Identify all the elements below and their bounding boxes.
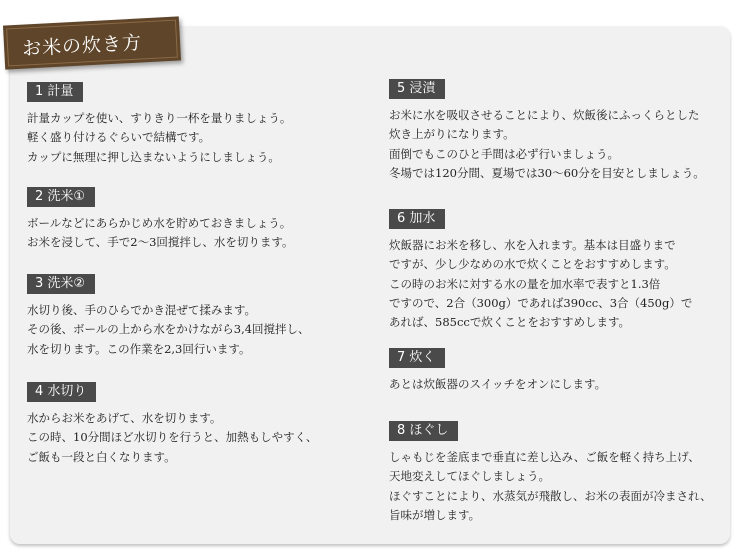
step-5-text [389,106,705,183]
step-6-badge: 6 加水 [389,209,445,229]
page-title: お米の炊き方 [21,31,143,61]
step-6-line: 炊飯器にお米を移し、水を入れます。基本は目盛りまで [389,238,676,252]
step-8-badge: 8 ほぐし [389,421,458,441]
step-6-line: ですが、少し少なめの水で炊くことをおすすめします。 [389,257,676,272]
step-6-line: あれば、585ccで炊くことをおすすめします。 [389,315,631,330]
step-5-line: お米に水を吸収させることにより、炊飯後にふっくらとした [389,108,700,122]
step-3-text [27,301,310,359]
step-4-badge: 4 水切り [27,382,96,402]
step-8-text [389,448,712,525]
step-7-badge: 7 炊く [389,348,445,368]
step-7-line: あとは炊飯器のスイッチをオンにします。 [389,377,607,391]
step-6 [389,207,692,332]
step-8-line: しゃもじを釜底まで垂直に差し込み、ご飯を軽く持ち上げ、 [389,450,700,464]
step-8-line: ほぐすことにより、水蒸気が飛散し、お米の表面が冷まされ、 [389,488,712,503]
step-3-badge: 3 洗米② [27,274,95,294]
step-7-text [389,375,606,394]
step-2-line: お米を浸して、手で2～3回撹拌し、水を切ります。 [27,235,294,250]
step-8 [389,419,712,525]
step-6-line: ですので、2合（300g）であれば390cc、3合（450g）で [389,295,693,310]
step-2-line: ボールなどにあらかじめ水を貯めておきましょう。 [27,216,292,230]
step-2-text [27,214,293,253]
step-5-line: 冬場では120分間、夏場では30～60分を目安としましょう。 [389,165,705,180]
step-6-text [389,236,692,332]
step-4-text [27,409,317,467]
step-1-line: 計量カップを使い、すりきり一杯を量りましょう。 [27,111,292,125]
step-4-line: この時、10分間ほど水切りを行うと、加熱もしやすく、 [27,430,318,445]
step-4-line: 水からお米をあげて、水を切ります。 [27,411,222,425]
step-1-line: カップに無理に押し込まないようにしましょう。 [27,149,280,164]
step-3-line: 水を切ります。この作業を2,3回行います。 [27,341,251,356]
step-3-line: その後、ボールの上から水をかけながら3,4回撹拌し、 [27,322,310,337]
step-3 [27,272,310,359]
step-1 [27,80,291,167]
step-2 [27,185,293,253]
step-1-badge: 1 計量 [27,82,83,102]
step-4 [27,380,317,467]
step-3-line: 水切り後、手のひらでかき混ぜて揉みます。 [27,303,256,317]
step-6-line: この時のお米に対する水の量を加水率で表すと1.3倍 [389,276,661,291]
step-5 [389,77,705,183]
step-1-text [27,109,291,167]
step-7 [389,346,606,394]
step-5-line: 面倒でもこのひと手間は必ず行いましょう。 [389,146,619,161]
step-5-line: 炊き上がりになります。 [389,127,515,142]
step-8-line: 天地変えしてほぐしましょう。 [389,469,550,484]
step-4-line: ご飯も一段と白くなります。 [27,449,176,464]
step-5-badge: 5 浸漬 [389,79,445,99]
step-1-line: 軽く盛り付けるぐらいで結構です。 [27,130,211,145]
step-2-badge: 2 洗米① [27,187,95,207]
step-8-line: 旨味が増します。 [389,507,481,522]
